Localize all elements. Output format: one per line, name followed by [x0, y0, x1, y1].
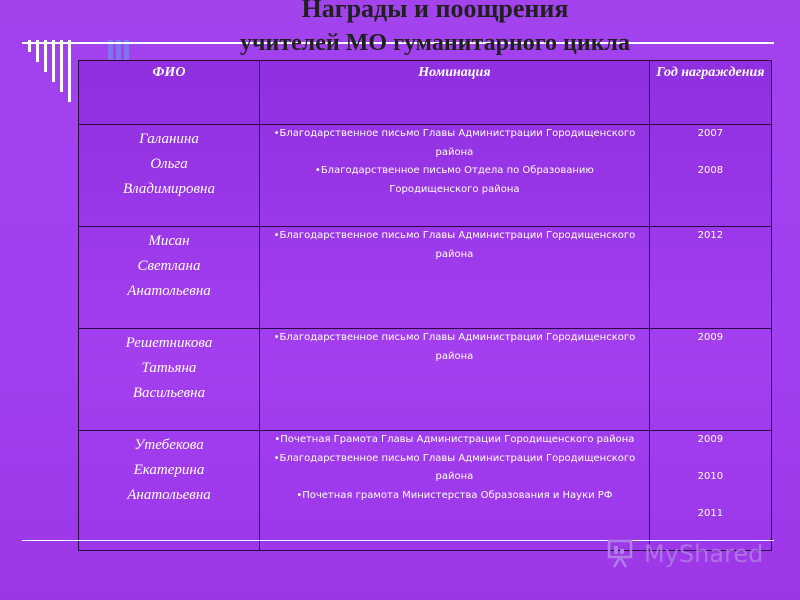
teacher-name: Галанина Ольга Владимировна	[79, 125, 260, 227]
table-row	[79, 227, 772, 329]
award-years: 2009	[649, 329, 771, 431]
watermark-text: MyShared	[644, 540, 764, 568]
teacher-name: Утебекова Екатерина Анатольевна	[79, 431, 260, 551]
nomination-list: •Благодарственное письмо Главы Администрации Городищенского района	[259, 329, 649, 431]
award-years: 2012	[649, 227, 771, 329]
table-row	[79, 329, 772, 431]
watermark	[606, 536, 763, 572]
award-years: 2009 2010 2011	[649, 431, 771, 551]
teacher-name: Мисан Светлана Анатольевна	[79, 227, 260, 329]
awards-table	[78, 60, 772, 551]
slide-subtitle: учителей МО гуманитарного цикла	[240, 30, 630, 56]
award-years: 2007 2008	[649, 125, 771, 227]
nomination-list: •Благодарственное письмо Главы Администрации Городищенского района •Благодарственное письмо Отдела по Образованию Городищенского района	[259, 125, 649, 227]
nomination-list: •Благодарственное письмо Главы Администрации Городищенского района	[259, 227, 649, 329]
header-year: Год награждения	[649, 61, 771, 125]
presentation-icon	[606, 538, 638, 570]
nomination-list: •Почетная Грамота Главы Администрации Городищенского района •Благодарственное письмо Главы Администрации Городищенского района •Почетная грамота Министерства Образования и Науки РФ	[259, 431, 649, 551]
teacher-name: Решетникова Татьяна Васильевна	[79, 329, 260, 431]
header-nomination: Номинация	[259, 61, 649, 125]
slide-title: Награды и поощрения	[301, 0, 569, 23]
table-row	[79, 125, 772, 227]
header-name: ФИО	[79, 61, 260, 125]
table-row	[79, 431, 772, 551]
table-header-row	[79, 61, 772, 125]
